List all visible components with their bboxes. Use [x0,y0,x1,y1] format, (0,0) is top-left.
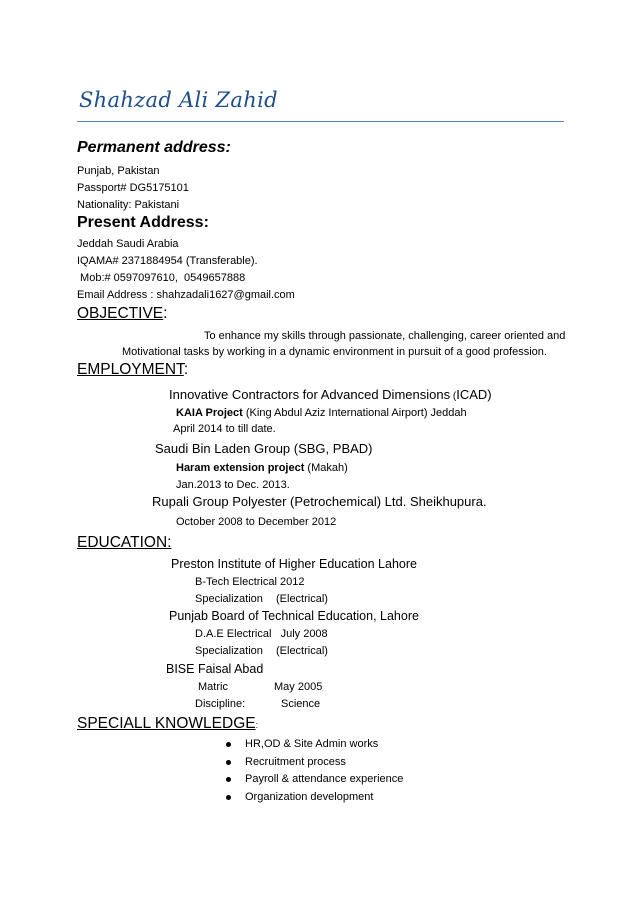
knowledge-heading-text: SPECIALL KNOWLEDGE [77,715,256,732]
job-1-company-name: Innovative Contractors for Advanced Dimensions [169,387,451,402]
employment-heading-colon: : [183,361,189,378]
list-item [233,736,403,754]
education-1-specialization-label: Specialization [195,593,263,605]
education-3-discipline-label: Discipline: [195,698,246,710]
job-1-abbr: ICAD) [456,387,492,402]
education-1-specialization-value: (Electrical) [276,593,328,605]
mobile-numbers: Mob:# 0597097610, 0549657888 [77,272,246,284]
education-heading-text: EDUCATION: [77,534,172,551]
nationality: Nationality: Pakistani [77,199,180,211]
list-item [233,789,403,807]
education-2-specialization-label: Specialization [195,645,263,657]
iqama-number: IQAMA# 2371884954 (Transferable). [77,255,258,267]
knowledge-list [233,736,403,807]
employment-heading [77,361,188,379]
education-3-level: Matric [198,681,228,693]
education-2-institute: Punjab Board of Technical Education, Lahore [169,609,419,623]
job-2-project-location: (Makah) [304,462,348,474]
objective-heading-text: OBJECTIVE [77,305,164,322]
knowledge-heading-colon: : [255,720,259,730]
knowledge-item-text: Organization development [245,791,374,804]
job-2-project [176,462,348,474]
bullet-icon [226,777,231,782]
job-1-project [176,407,467,419]
knowledge-item-text: Recruitment process [245,755,346,768]
objective-heading [77,305,167,323]
education-2-degree: D.A.E Electrical July 2008 [195,628,328,640]
education-1-institute: Preston Institute of Higher Education Lahore [171,557,417,571]
knowledge-item-text: Payroll & attendance experience [245,773,404,786]
education-heading [77,534,171,552]
job-1-project-location: (King Abdul Aziz International Airport) Jeddah [242,407,467,419]
employment-heading-text: EMPLOYMENT [77,361,184,378]
job-1-dates: April 2014 to till date. [173,423,276,435]
job-3-company: Rupali Group Polyester (Petrochemical) Ltd. Sheikhupura. [152,494,487,509]
objective-text-line-1: To enhance my skills through passionate, challenging, career oriented and [204,330,566,342]
objective-text-line-2: Motivational tasks by working in a dynamic environment in pursuit of a good profession. [122,346,547,358]
education-3-date: May 2005 [274,681,323,693]
list-item [233,754,403,772]
permanent-address-heading: Permanent address: [77,139,231,156]
job-3-dates: October 2008 to December 2012 [176,516,337,528]
job-2-company: Saudi Bin Laden Group (SBG, PBAD) [155,441,373,456]
job-2-project-name: Haram extension project [176,462,305,474]
job-1-company [169,387,492,402]
education-3-discipline-value: Science [281,698,321,710]
education-3-institute: BISE Faisal Abad [166,662,264,676]
job-1-abbr-open: ( [450,391,457,402]
job-2-dates: Jan.2013 to Dec. 2013. [176,479,290,491]
knowledge-item-text: HR,OD & Site Admin works [245,738,379,750]
present-address-heading: Present Address: [77,214,209,231]
list-item [233,771,403,789]
header-divider [77,121,564,122]
bullet-icon [226,795,231,800]
passport-number: Passport# DG5175101 [77,182,189,194]
objective-heading-colon: : [163,305,168,322]
bullet-icon [226,742,231,747]
bullet-icon [226,760,231,765]
job-1-project-name: KAIA Project [176,407,243,419]
candidate-name: Shahzad Ali Zahid [79,88,278,112]
present-address-line: Jeddah Saudi Arabia [77,238,179,250]
education-2-specialization-value: (Electrical) [276,645,328,657]
knowledge-heading [77,715,258,733]
email-address: Email Address : shahzadali1627@gmail.com [77,289,295,301]
permanent-address-line: Punjab, Pakistan [77,165,160,177]
education-1-degree: B-Tech Electrical 2012 [195,576,305,588]
